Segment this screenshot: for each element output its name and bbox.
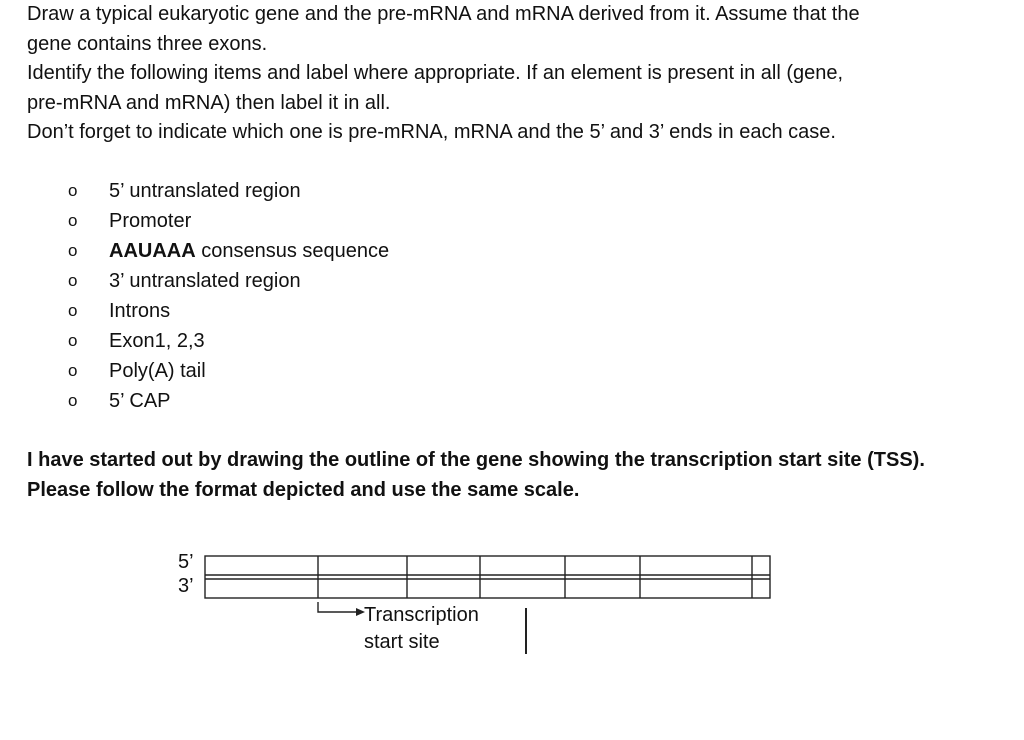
intro-line-1: Draw a typical eukaryotic gene and the pre-mRNA and mRNA derived from it. Assume that the bbox=[27, 3, 860, 25]
items-list bbox=[66, 176, 389, 416]
intro-line-3: Identify the following items and label where appropriate. If an element is present in all (gene, bbox=[27, 62, 844, 84]
list-item bbox=[66, 176, 389, 206]
list-item-label: Promoter bbox=[109, 210, 192, 232]
list-item bbox=[66, 206, 389, 236]
intro-line-5: Don’t forget to indicate which one is pre-mRNA, mRNA and the 5’ and 3’ ends in each case. bbox=[27, 121, 836, 143]
list-item-label: 5’ CAP bbox=[109, 390, 171, 412]
tss-arrow-line bbox=[318, 602, 356, 612]
instruction-line-2: Please follow the format depicted and use the same scale. bbox=[27, 478, 580, 501]
consensus-rest: consensus sequence bbox=[195, 240, 390, 262]
bullet-icon: o bbox=[68, 241, 78, 260]
gene-outline-diagram bbox=[160, 545, 800, 665]
gene-outline-svg bbox=[160, 545, 800, 665]
list-item-label: Poly(A) tail bbox=[109, 360, 206, 382]
bullet-icon: o bbox=[68, 301, 78, 320]
bullet-icon: o bbox=[68, 361, 78, 380]
list-item-label: 5’ untranslated region bbox=[109, 180, 301, 202]
gene-outline-box bbox=[205, 556, 770, 598]
list-item-label: Exon1, 2,3 bbox=[109, 330, 205, 352]
list-item bbox=[66, 386, 389, 416]
three-prime-label: 3’ bbox=[178, 575, 194, 597]
question-intro bbox=[27, 0, 1007, 148]
bullet-icon: o bbox=[68, 331, 78, 350]
instruction-line-1: I have started out by drawing the outline of the gene showing the transcription start site (TSS). bbox=[27, 449, 925, 471]
bullet-icon: o bbox=[68, 271, 78, 290]
intro-line-2: gene contains three exons. bbox=[27, 32, 268, 55]
five-prime-label: 5’ bbox=[178, 551, 194, 573]
instruction-text bbox=[27, 446, 1017, 505]
list-item-label: Introns bbox=[109, 300, 171, 322]
list-item bbox=[66, 296, 389, 326]
list-item-label bbox=[109, 236, 389, 266]
list-item bbox=[66, 326, 389, 356]
bullet-icon: o bbox=[68, 181, 78, 200]
list-item-label: 3’ untranslated region bbox=[109, 270, 301, 292]
list-item bbox=[66, 356, 389, 386]
tss-label-line-1: Transcription bbox=[364, 604, 479, 626]
consensus-bold: AAUAAA bbox=[109, 240, 196, 262]
list-item bbox=[66, 266, 389, 296]
intro-line-4: pre-mRNA and mRNA) then label it in all. bbox=[27, 91, 391, 114]
list-item bbox=[66, 236, 389, 266]
tss-label-line-2: start site bbox=[364, 631, 440, 653]
bullet-icon: o bbox=[68, 211, 78, 230]
bullet-icon: o bbox=[68, 391, 78, 410]
